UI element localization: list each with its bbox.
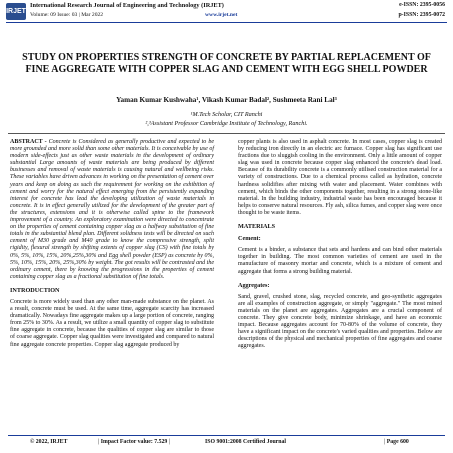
right-column <box>238 139 442 356</box>
page-footer <box>0 438 453 450</box>
journal-title: International Research Journal of Engineering and Technology (IRJET) <box>30 2 224 9</box>
aggregates-paragraph: Sand, gravel, crushed stone, slag, recycled concrete, and geo-synthetic aggregates are all examples of construction aggregate, or simply "aggregate." The most mined materials on the planet are aggregates. Aggregates are a crucial component of concrete. They give concrete body, minimize shrinkage, and have an economic impact. Because aggregates account for 70-80% of the volume of concrete, they have a significant impact on the concrete's varied qualities and properties. Below are descriptions of the physical and mechanical properties of fine aggregates and coarse aggregates. <box>238 293 442 350</box>
journal-header <box>0 0 453 24</box>
header-divider <box>6 22 447 23</box>
affiliation-1: ¹M.Tech Scholar, CIT Ranchi <box>190 111 263 118</box>
cement-heading: Cement: <box>238 235 261 243</box>
abstract-paragraph <box>10 139 214 281</box>
affiliation-2: ²,³Assistant Professor Cambridge Institute of Technology, Ranchi. <box>145 120 308 127</box>
journal-logo: IRJET <box>6 3 26 20</box>
introduction-paragraph: Concrete is more widely used than any other man-made substance on the planet. As a result, concrete must be used. At the same time, aggregate scarcity has increased dramatically. Nowadays fine aggregate makes up a large portion of concrete, ranging from 25% to 30%. As a result, we utilize a small quantity of copper slag to substitute fine aggregate in concrete, because the qualities of copper slag are similar to those of coarse aggregate. Copper slag qualities were investigated and compared to natural fine aggregate concrete properties. Copper slag aggregate produced by <box>10 298 214 348</box>
footer-impact-factor <box>98 439 170 445</box>
volume-issue: Volume: 09 Issue: 03 | Mar 2022 <box>30 12 104 18</box>
author-list: Yaman Kumar Kushwaha¹, Vikash Kumar Badal², Sushmeeta Rani Lal³ <box>116 96 337 104</box>
paper-title: STUDY ON PROPERTIES STRENGTH OF CONCRETE BY PARTIAL REPLACEMENT OF FINE AGGREGATE WITH COPPER SLAG AND CEMENT WITH EGG SHELL POWDER <box>22 52 431 75</box>
footer-divider <box>8 435 445 436</box>
abstract-label: ABSTRACT - <box>10 139 49 145</box>
introduction-continued: copper plants is also used in asphalt concrete. In most cases, copper slag is created by reducing iron directly in an electric arc furnace. Copper slag has significant use fractions due to sluggish cooling in the environment. Only a little amount of copper slag was used in concrete because copper slag enhanced the concrete's dead load. Because of its durability concrete is a commonly utilised construction material for a variety of constructions. Due to a chemical process called as hydration, concrete hardness solidifies after mixing with water and placement. Water combines with cement, which binds the other components together, resulting in a strong stone-like material. In the building industry, industrial waste has been encouraged because it helps to conserve natural resources. Fly ash, silica fumes, and copper slag were once thought to be waste items. <box>238 139 442 216</box>
impact-factor-text: Impact Factor value: 7.529 <box>100 439 168 445</box>
journal-url[interactable]: www.irjet.net <box>205 12 238 18</box>
footer-separator: | <box>168 439 171 445</box>
introduction-heading: INTRODUCTION <box>10 286 60 294</box>
left-column <box>10 139 214 355</box>
title-divider <box>8 133 445 134</box>
e-issn: e-ISSN: 2395-0056 <box>399 2 445 8</box>
p-issn: p-ISSN: 2395-0072 <box>398 12 445 18</box>
cement-paragraph: Cement is a binder, a substance that sets and hardens and can bind other materials together in building. The most common varieties of cement are used in the manufacture of masonry mortar and concrete, which is a mixture of cement and aggregate that forms a strong building material. <box>238 247 442 275</box>
footer-iso: ISO 9001:2008 Certified Journal <box>205 439 286 445</box>
abstract-text: Concrete is Considered as generally productive and expected to be more grounded and more solid than some other materials. It is conceivable by use of modern side-effects just as other waste materials in the development of ordinary substantial Large amounts of waste materials are being produced by different businesses and removal of waste materials is causing natural and wellbeing risks. These variables have driven advances in working on the presentation of cement over years and keep on doing as such the requirement for working on the exhibition of cement and worry for the natural effect emerging from the persistently expanding interest for concrete has lead the developing utilization of waste materials in concrete. It is in effect generally utilized for the development of the greater part of the structures, extensions and it is otherwise called spine to the framework improvement of a country. An exploratory examination were directed to concentrate on the properties of cement containing copper slag as a halfway substitution of fine totals in the substantial blend plan. Different solidness tests will be directed on such cement of M30 grade and M40 grade to know the compressive strength, split rigidity, flexural strength by shifting extents of copper slag (CS) with fine totals by 0%, 5%, 10%, 15%, 20%,25%,30% and Egg shell powder (ESP) as concrete by 0%, 5%, 10%, 15%, 20%, 25%,30% by weight. The got results will be contrasted and the ordinary cement, there by knowing the progressions in the properties of cement containing copper slag as a fractional substitution of fine totals. <box>10 139 214 280</box>
footer-separator: | <box>98 439 100 445</box>
footer-separator: | <box>384 439 386 445</box>
footer-copyright: © 2022, IRJET <box>30 439 68 445</box>
footer-page <box>384 439 409 445</box>
materials-heading: MATERIALS <box>238 223 276 231</box>
page-number: Page 600 <box>386 439 409 445</box>
aggregates-heading: Aggregates: <box>238 281 270 289</box>
